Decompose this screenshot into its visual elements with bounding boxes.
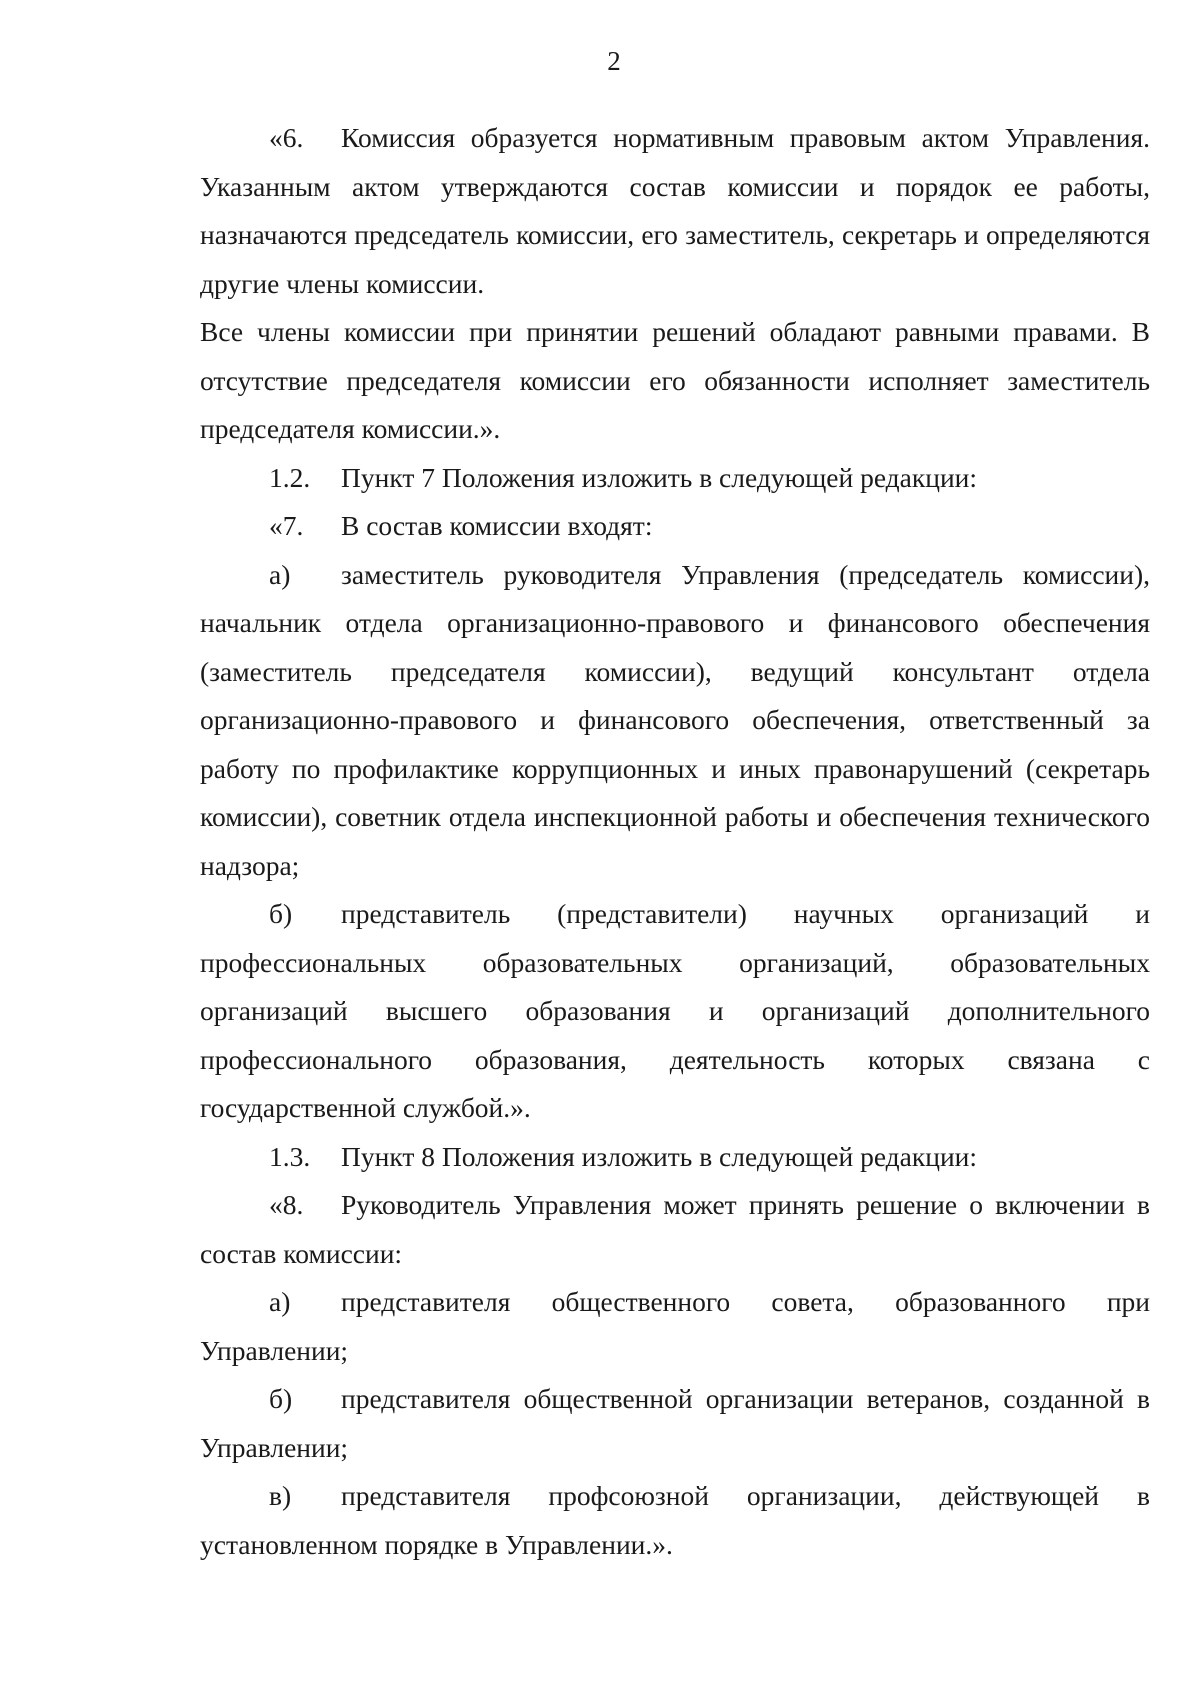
paragraph-marker: а) — [269, 1286, 291, 1317]
paragraph-marker: а) — [269, 558, 291, 590]
paragraph-marker: «6. — [269, 122, 304, 153]
paragraph-text: В состав комиссии входят: — [341, 510, 653, 541]
paragraph-text: Комиссия образуется нормативным правовым актом Управления. Указанным актом утверждаются состав комиссии и порядок ее работы, назначаются председатель комиссии, его заместитель, секретарь и определяются другие члены комиссии. — [200, 122, 1150, 299]
paragraph-item-8 — [200, 1181, 1150, 1278]
paragraph-marker: «7. — [269, 510, 304, 541]
paragraph-1-2 — [200, 454, 1150, 503]
paragraph-8b — [200, 1375, 1150, 1472]
paragraph-text: представителя общественной организации ветеранов, созданной в Управлении; — [200, 1383, 1150, 1463]
paragraph-text: Пункт 7 Положения изложить в следующей редакции: — [341, 461, 978, 493]
paragraph-text: заместитель руководителя Управления (председатель комиссии), начальник отдела организационно-правового и финансового обеспечения (заместитель председателя комиссии), ведущий консультант отдела организационно-правового и финансового обеспечения, ответственный за работу по профилактике коррупционных и иных правонарушений (секретарь комиссии), советник отдела инспекционной работы и обеспечения технического надзора; — [200, 558, 1150, 881]
paragraph-text: представитель (представители) научных организаций и профессиональных образовательных организаций, образовательных организаций высшего образования и организаций дополнительного профессионального образования, деятельность которых связана с государственной службой.». — [200, 898, 1150, 1123]
paragraph-marker: 1.2. — [269, 461, 311, 493]
paragraph-item-6 — [200, 114, 1150, 308]
paragraph-7a — [200, 551, 1150, 891]
paragraph-7b — [200, 890, 1150, 1133]
paragraph-8v — [200, 1472, 1150, 1569]
paragraph-marker: б) — [269, 898, 293, 929]
paragraph-marker: 1.3. — [269, 1140, 311, 1172]
paragraph-text: представителя профсоюзной организации, действующей в установленном порядке в Управлении.». — [200, 1480, 1150, 1560]
paragraph-item-7 — [200, 502, 1150, 551]
paragraph-equal-rights — [200, 308, 1150, 454]
paragraph-text: представителя общественного совета, образованного при Управлении; — [200, 1286, 1150, 1366]
paragraph-8a — [200, 1278, 1150, 1375]
document-body — [200, 114, 1150, 1569]
paragraph-text: Пункт 8 Положения изложить в следующей редакции: — [341, 1140, 978, 1172]
paragraph-text: Руководитель Управления может принять решение о включении в состав комиссии: — [200, 1189, 1150, 1269]
paragraph-text: Все члены комиссии при принятии решений обладают равными правами. В отсутствие председателя комиссии его обязанности исполняет заместитель председателя комиссии.». — [200, 316, 1150, 444]
paragraph-marker: б) — [269, 1383, 293, 1414]
page-number: 2 — [607, 46, 621, 76]
paragraph-marker: в) — [269, 1480, 292, 1511]
paragraph-1-3 — [200, 1133, 1150, 1182]
paragraph-marker: «8. — [269, 1189, 304, 1220]
